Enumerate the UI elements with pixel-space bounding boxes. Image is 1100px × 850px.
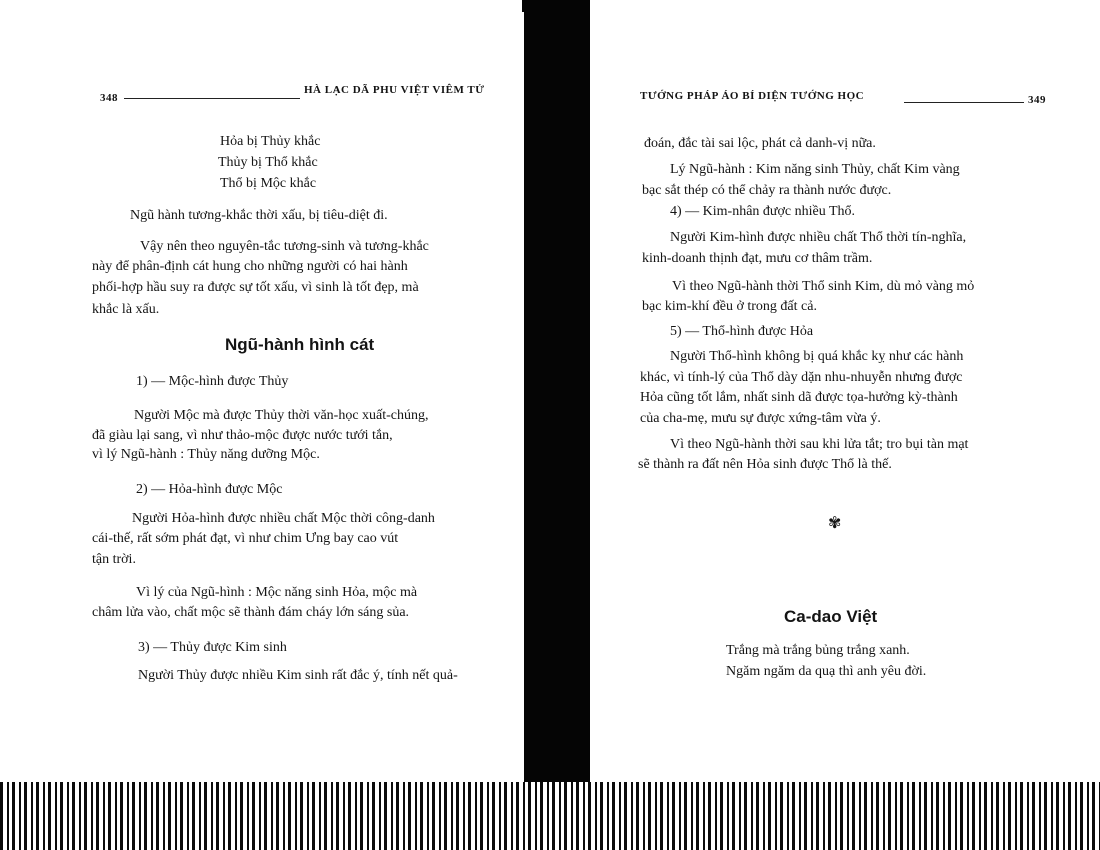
header-rule	[904, 102, 1024, 103]
poem-line: Hỏa bị Thủy khắc	[220, 134, 321, 149]
scan-edge-stripes	[0, 782, 1100, 850]
text-line: Người Mộc mà được Thủy thời văn-học xuất-chúng,	[134, 408, 429, 423]
left-page-number: 348	[100, 92, 118, 104]
text-line: Vậy nên theo nguyên-tắc tương-sinh và tương-khắc	[140, 239, 429, 254]
item-heading: 4) — Kim-nhân được nhiều Thổ.	[670, 204, 856, 219]
right-page-header	[616, 82, 1056, 106]
text-line: cái-thế, rất sớm phát đạt, vì như chim Ưng bay cao vút	[92, 531, 399, 546]
item-heading: 5) — Thổ-hình được Hỏa	[670, 324, 814, 339]
text-line: phối-hợp hầu suy ra được sự tốt xấu, vì sinh là tốt đẹp, mà	[92, 280, 419, 295]
section-heading: Ngũ-hành hình cát	[225, 335, 375, 354]
text-line: Người Thổ-hình không bị quá khắc kỵ như các hành	[670, 349, 964, 364]
text-line: sẽ thành ra đất nên Hỏa sinh được Thổ là thế.	[638, 457, 892, 472]
item-heading: 2) — Hỏa-hình được Mộc	[136, 482, 283, 497]
section-heading: Ca-dao Việt	[784, 607, 878, 626]
text-line: đoán, đắc tài sai lộc, phát cả danh-vị nữa.	[644, 136, 876, 151]
right-page	[616, 0, 1056, 780]
left-running-title: HÀ LẠC DÃ PHU VIỆT VIÊM TỬ	[304, 84, 485, 96]
text-line: Vì theo Ngũ-hành thời sau khi lửa tắt; tro bụi tàn mạt	[670, 437, 969, 452]
text-line: này để phân-định cát hung cho những người có hai hành	[92, 259, 408, 274]
text-line: tận trời.	[92, 552, 136, 567]
text-line: Người Hỏa-hình được nhiều chất Mộc thời công-danh	[132, 511, 435, 526]
text-line: Ngũ hành tương-khắc thời xấu, bị tiêu-diệt đi.	[130, 208, 388, 223]
text-line: Hỏa cũng tốt lắm, nhất sinh dã được tọa-hưởng kỳ-thành	[640, 390, 958, 405]
text-line: Vì lý của Ngũ-hình : Mộc năng sinh Hỏa, mộc mà	[136, 585, 418, 600]
text-line: Lý Ngũ-hành : Kim năng sinh Thủy, chất Kim vàng	[670, 162, 960, 177]
poem-line: Thủy bị Thổ khắc	[218, 155, 318, 170]
text-line: khắc là xấu.	[92, 302, 160, 317]
right-page-number: 349	[1028, 94, 1046, 106]
right-running-title: TƯỚNG PHÁP ÁO BÍ DIỆN TƯỚNG HỌC	[640, 90, 865, 102]
text-line: bạc kim-khí đều ở trong đất cả.	[642, 299, 817, 314]
header-rule	[124, 98, 300, 99]
left-page	[92, 0, 517, 780]
text-line: bạc sắt thép có thể chảy ra thành nước được.	[642, 183, 892, 198]
item-heading: 1) — Mộc-hình được Thủy	[136, 374, 289, 389]
gutter-edge	[522, 0, 542, 12]
text-line: Người Thủy được nhiều Kim sinh rất đắc ý, tính nết quả-	[138, 668, 458, 683]
text-line: Người Kim-hình được nhiều chất Thổ thời tín-nghĩa,	[670, 230, 967, 245]
text-line: khác, vì tính-lý của Thổ dày dặn nhu-nhuyễn nhưng được	[640, 370, 963, 385]
text-line: của cha-mẹ, mưu sự được xứng-tâm vừa ý.	[640, 411, 881, 426]
poem-line: Trắng mà trắng bủng trắng xanh.	[726, 643, 910, 658]
text-line: Vì theo Ngũ-hành thời Thổ sinh Kim, dù mỏ vàng mỏ	[672, 279, 975, 294]
poem-line: Thổ bị Mộc khắc	[220, 176, 317, 191]
text-line: đã giàu lại sang, vì như thảo-mộc được nước tưới tắn,	[92, 428, 393, 443]
text-line: kinh-doanh thịnh đạt, mưu cơ thâm trầm.	[642, 251, 873, 266]
poem-line: Ngăm ngăm da quạ thì anh yêu đời.	[726, 664, 927, 679]
book-gutter	[524, 0, 590, 850]
left-page-header	[92, 82, 517, 102]
flower-ornament-icon: ✾	[828, 515, 842, 532]
text-line: châm lửa vào, chất mộc sẽ thành đám cháy lớn sáng sủa.	[92, 605, 410, 620]
item-heading: 3) — Thủy được Kim sinh	[138, 640, 287, 655]
text-line: vì lý Ngũ-hành : Thủy năng dưỡng Mộc.	[92, 447, 320, 462]
